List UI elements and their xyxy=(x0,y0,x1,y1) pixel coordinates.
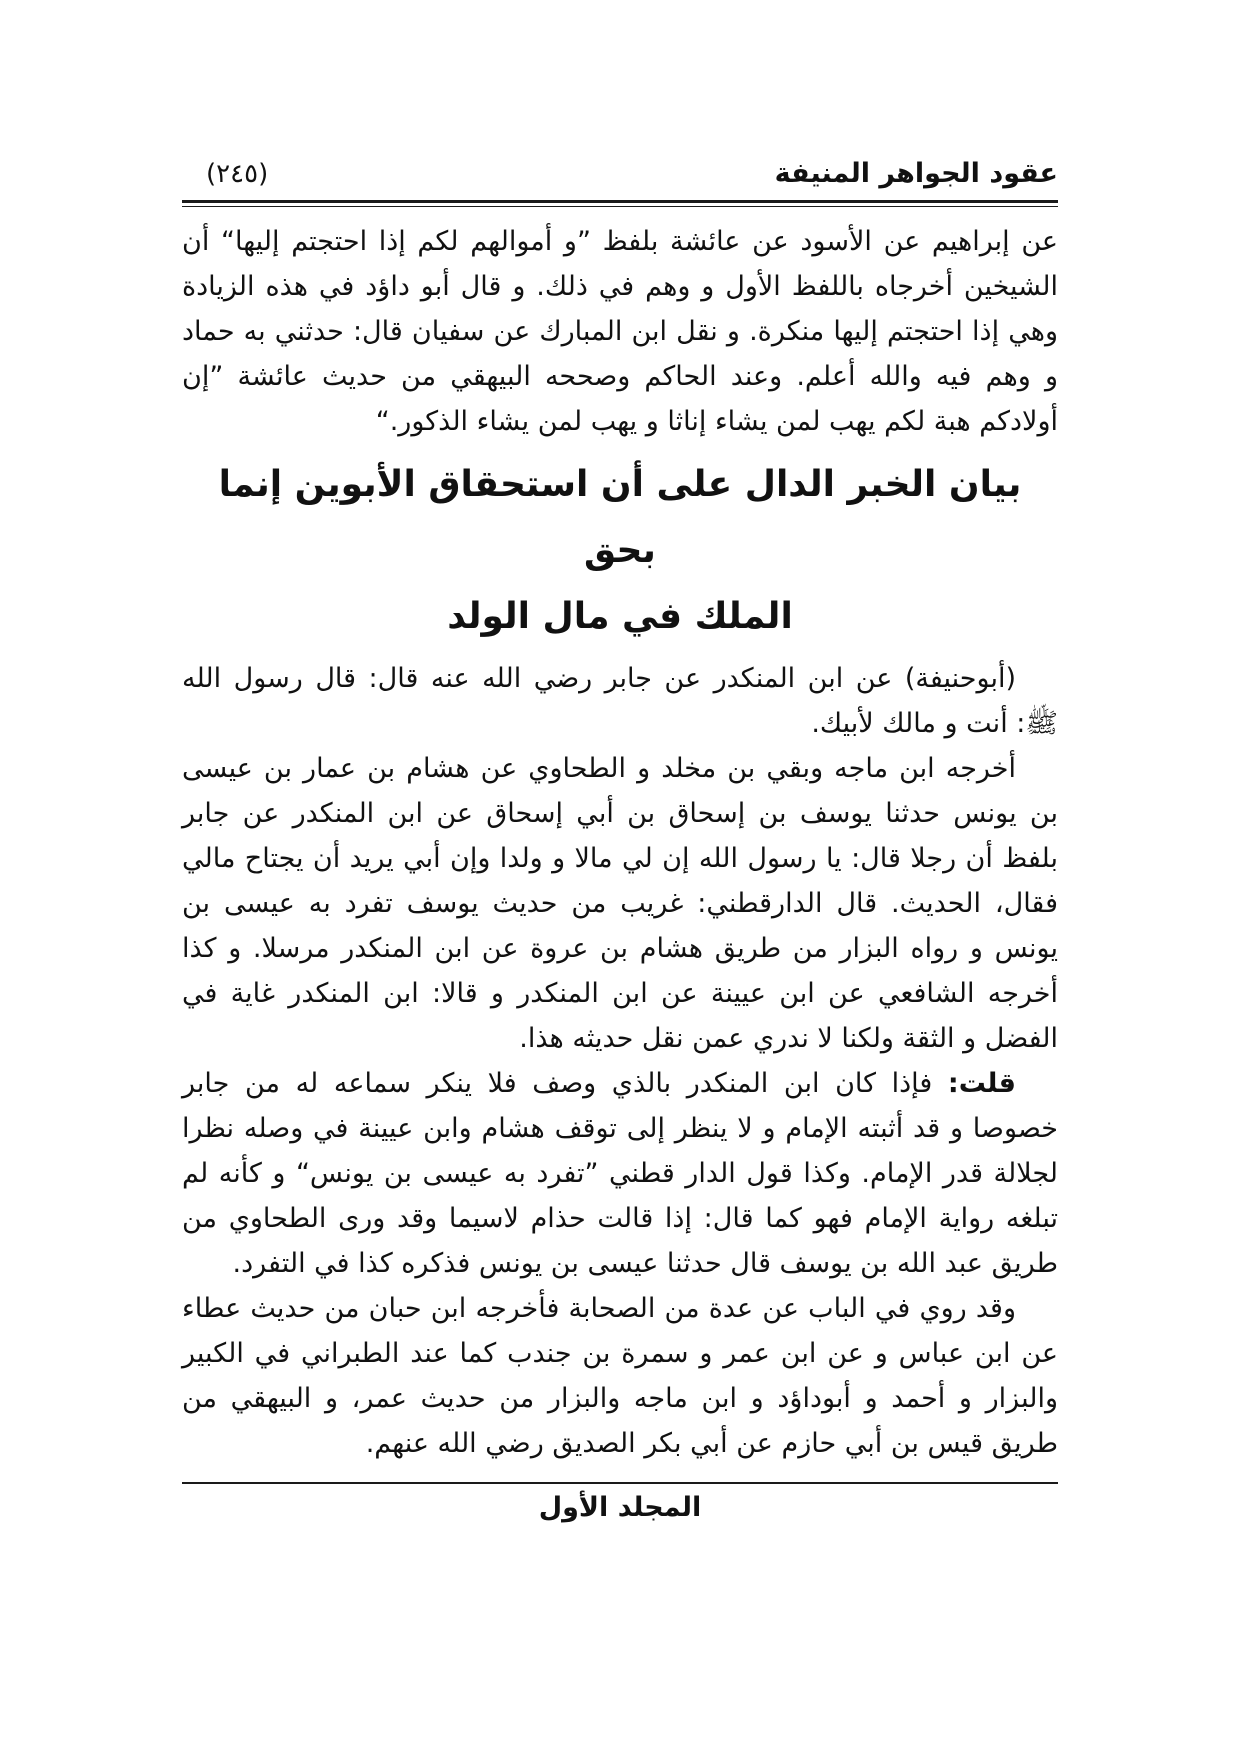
qultu-lead: قلت: xyxy=(947,1068,1016,1100)
page-header xyxy=(182,158,1058,190)
section-heading-line2: الملك في مال الولد xyxy=(447,596,793,638)
takhrij-paragraph: أخرجه ابن ماجه وبقي بن مخلد و الطحاوي عن هشام بن عمار بن عيسى بن يونس حدثنا يوسف بن إسحاق بن أبي إسحاق عن ابن المنكدر عن جابر بلفظ أن رجلا قال: يا رسول الله إن لي مالا و ولدا وإن أبي يريد أن يجتاح مالي فقال، الحديث. قال الدارقطني: غريب من حديث يوسف تفرد به عيسى بن يونس و رواه البزار من طريق هشام بن عروة عن ابن المنكدر مرسلا. و كذا أخرجه الشافعي عن ابن عيينة عن ابن المنكدر و قالا: ابن المنكدر غاية في الفضل و الثقة ولكنا لا ندري عمن نقل حديثه هذا. xyxy=(182,753,1058,1055)
footer-divider xyxy=(182,1482,1058,1484)
page-body xyxy=(182,219,1058,1466)
volume-label: المجلد الأول xyxy=(538,1492,702,1524)
hadith-paragraph: (أبوحنيفة) عن ابن المنكدر عن جابر رضي الله عنه قال: قال رسول الله ﷺ: أنت و مالك لأبيك. xyxy=(182,663,1058,740)
qultu-paragraph xyxy=(182,1061,1058,1286)
page-number: (٢٤٥) xyxy=(206,159,269,190)
section-heading xyxy=(182,452,1058,650)
header-divider xyxy=(182,200,1058,207)
qultu-rest: فإذا كان ابن المنكدر بالذي وصف فلا ينكر سماعه له من جابر خصوصا و قد أثبته الإمام و لا ينظر إلى توقف هشام وابن عيينة في وصله نظرا لجلالة قدر الإمام. وكذا قول الدار قطني ”تفرد به عيسى بن يونس“ و كأنه لم تبلغه رواية الإمام فهو كما قال: إذا قالت حذام لاسيما وقد ورى الطحاوي من طريق عبد الله بن يوسف قال حدثنا عيسى بن يونس فذكره كذا في التفرد. xyxy=(182,1068,1058,1280)
intro-paragraph: عن إبراهيم عن الأسود عن عائشة بلفظ ”و أموالهم لكم إذا احتجتم إليها“ أن الشيخين أخرجاه باللفظ الأول و وهم في ذلك. و قال أبو داؤد في هذه الزيادة وهي إذا احتجتم إليها منكرة. و نقل ابن المبارك عن سفيان قال: حدثني به حماد و وهم فيه والله أعلم. وعند الحاكم وصححه البيهقي من حديث عائشة ”إن أولادكم هبة لكم يهب لمن يشاء إناثا و يهب لمن يشاء الذكور.“ xyxy=(182,226,1058,438)
bab-paragraph: وقد روي في الباب عن عدة من الصحابة فأخرجه ابن حبان من حديث عطاء عن ابن عباس و عن ابن عمر و سمرة بن جندب كما عند الطبراني في الكبير والبزار و أحمد و أبوداؤد و ابن ماجه والبزار من حديث عمر، و البيهقي من طريق قيس بن أبي حازم عن أبي بكر الصديق رضي الله عنهم. xyxy=(182,1293,1058,1460)
book-title: عقود الجواهر المنيفة xyxy=(774,158,1058,189)
section-heading-line1: بيان الخبر الدال على أن استحقاق الأبوين إنما بحق xyxy=(218,464,1022,572)
